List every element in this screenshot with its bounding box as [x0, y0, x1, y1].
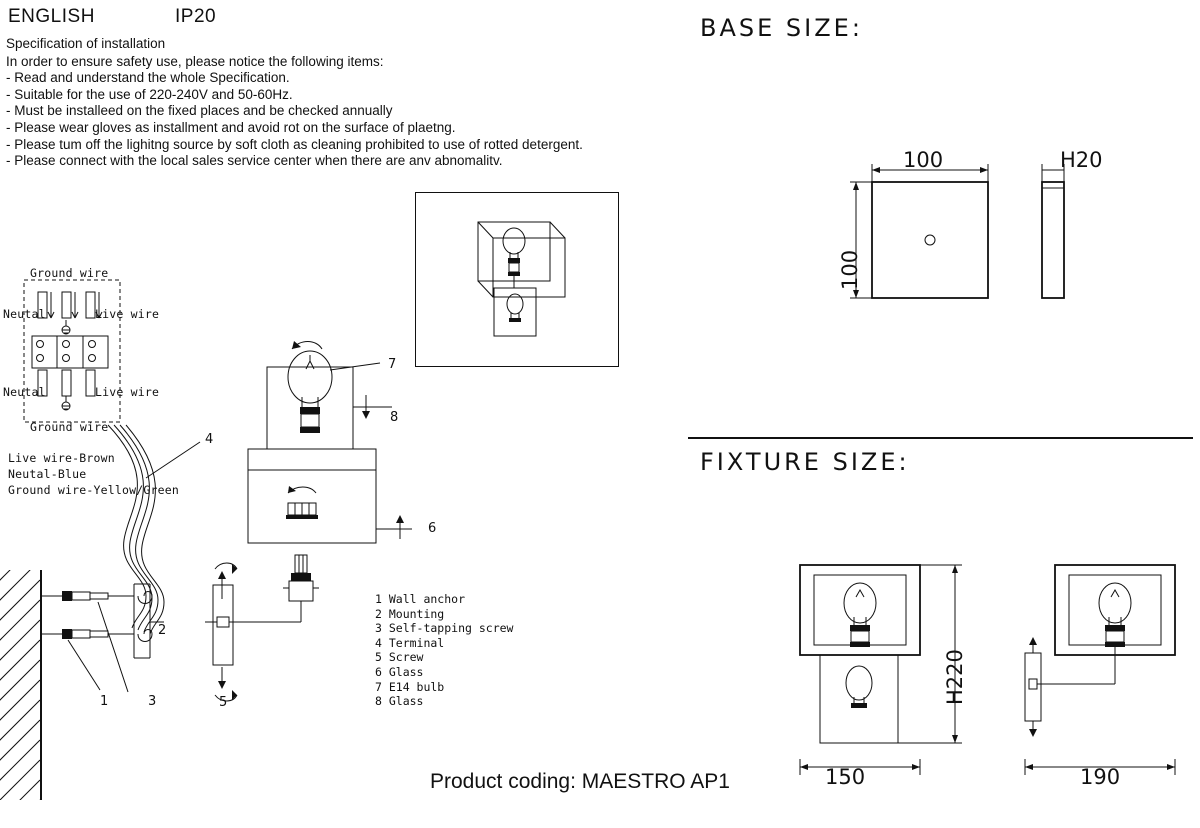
fixture-width-dimension: 150	[825, 765, 866, 789]
specification-title: Specification of installation	[6, 36, 166, 51]
live-wire-top-label: Live wire	[95, 307, 160, 321]
base-height-dimension: 100	[838, 249, 862, 290]
fixture-size-title: FIXTURE SIZE:	[700, 448, 910, 476]
base-depth-dimension: H20	[1060, 148, 1103, 172]
callout-1: 1	[100, 694, 109, 709]
list-item: - Read and understand the whole Specification.	[6, 70, 290, 86]
product-coding: Product coding: MAESTRO AP1	[430, 770, 730, 793]
wall-anchor-drawing	[38, 580, 168, 710]
legend-ground: Ground wire-Yellow/Green	[8, 483, 179, 497]
callout-5: 5	[219, 695, 228, 710]
list-item: 8 Glass	[375, 694, 424, 709]
callout-3: 3	[148, 694, 157, 709]
list-item: 3 Self-tapping screw	[375, 621, 514, 636]
callout-2: 2	[158, 623, 167, 638]
fixture-projection-dimension: 190	[1080, 765, 1121, 789]
list-item: 7 E14 bulb	[375, 679, 445, 694]
base-size-title: BASE SIZE:	[700, 14, 863, 42]
list-item: 2 Mounting	[375, 606, 445, 621]
legend-live: Live wire-Brown	[8, 451, 115, 465]
list-item: 5 Screw	[375, 650, 424, 665]
callout-8: 8	[390, 410, 399, 425]
parts-list	[375, 592, 513, 709]
base-size-drawing	[820, 150, 1150, 320]
ground-wire-top-label: Ground wire	[30, 266, 109, 280]
specification-items	[6, 70, 583, 170]
list-item: 6 Glass	[375, 664, 424, 679]
language-label: ENGLISH	[8, 6, 95, 27]
specification-block	[6, 36, 583, 170]
ground-wire-bottom-label: Ground wire	[30, 420, 109, 434]
ip-rating-label: IP20	[175, 6, 217, 27]
live-wire-bottom-label: Live wire	[95, 385, 160, 399]
base-width-dimension: 100	[903, 148, 944, 172]
callout-6: 6	[428, 521, 437, 536]
installed-view-drawing	[415, 192, 619, 367]
callout-7: 7	[388, 357, 397, 372]
list-item: - Please wear gloves as installment and avoid rot on the surface of plaetng.	[6, 119, 456, 135]
mounting-plate-drawing	[205, 555, 355, 705]
list-item: - Must be installeed on the fixed places and be checked annually	[6, 103, 393, 119]
exploded-fixture-drawing	[240, 335, 430, 550]
list-item: - Please connect with the local sales service center when there are anv abnomalitv.	[6, 153, 503, 169]
legend-neutal: Neutal-Blue	[8, 467, 87, 481]
list-item: - Suitable for the use of 220-240V and 50-60Hz.	[6, 86, 293, 102]
list-item: 1 Wall anchor	[375, 592, 466, 606]
neutal-top-label: Neutal	[3, 307, 46, 321]
callout-4: 4	[205, 432, 214, 447]
neutal-bottom-label: Neutal	[3, 385, 46, 399]
section-divider	[688, 437, 1193, 439]
fixture-side-view-drawing	[1015, 555, 1200, 785]
wall-hatch	[0, 570, 42, 800]
list-item: - Please tum off the lighitng source by soft cloth as cleaning prohibited to use of rotted detergent.	[6, 136, 583, 152]
list-item: 4 Terminal	[375, 635, 445, 650]
specification-intro: In order to ensure safety use, please notice the following items:	[6, 53, 384, 69]
fixture-height-dimension: H220	[943, 649, 967, 705]
